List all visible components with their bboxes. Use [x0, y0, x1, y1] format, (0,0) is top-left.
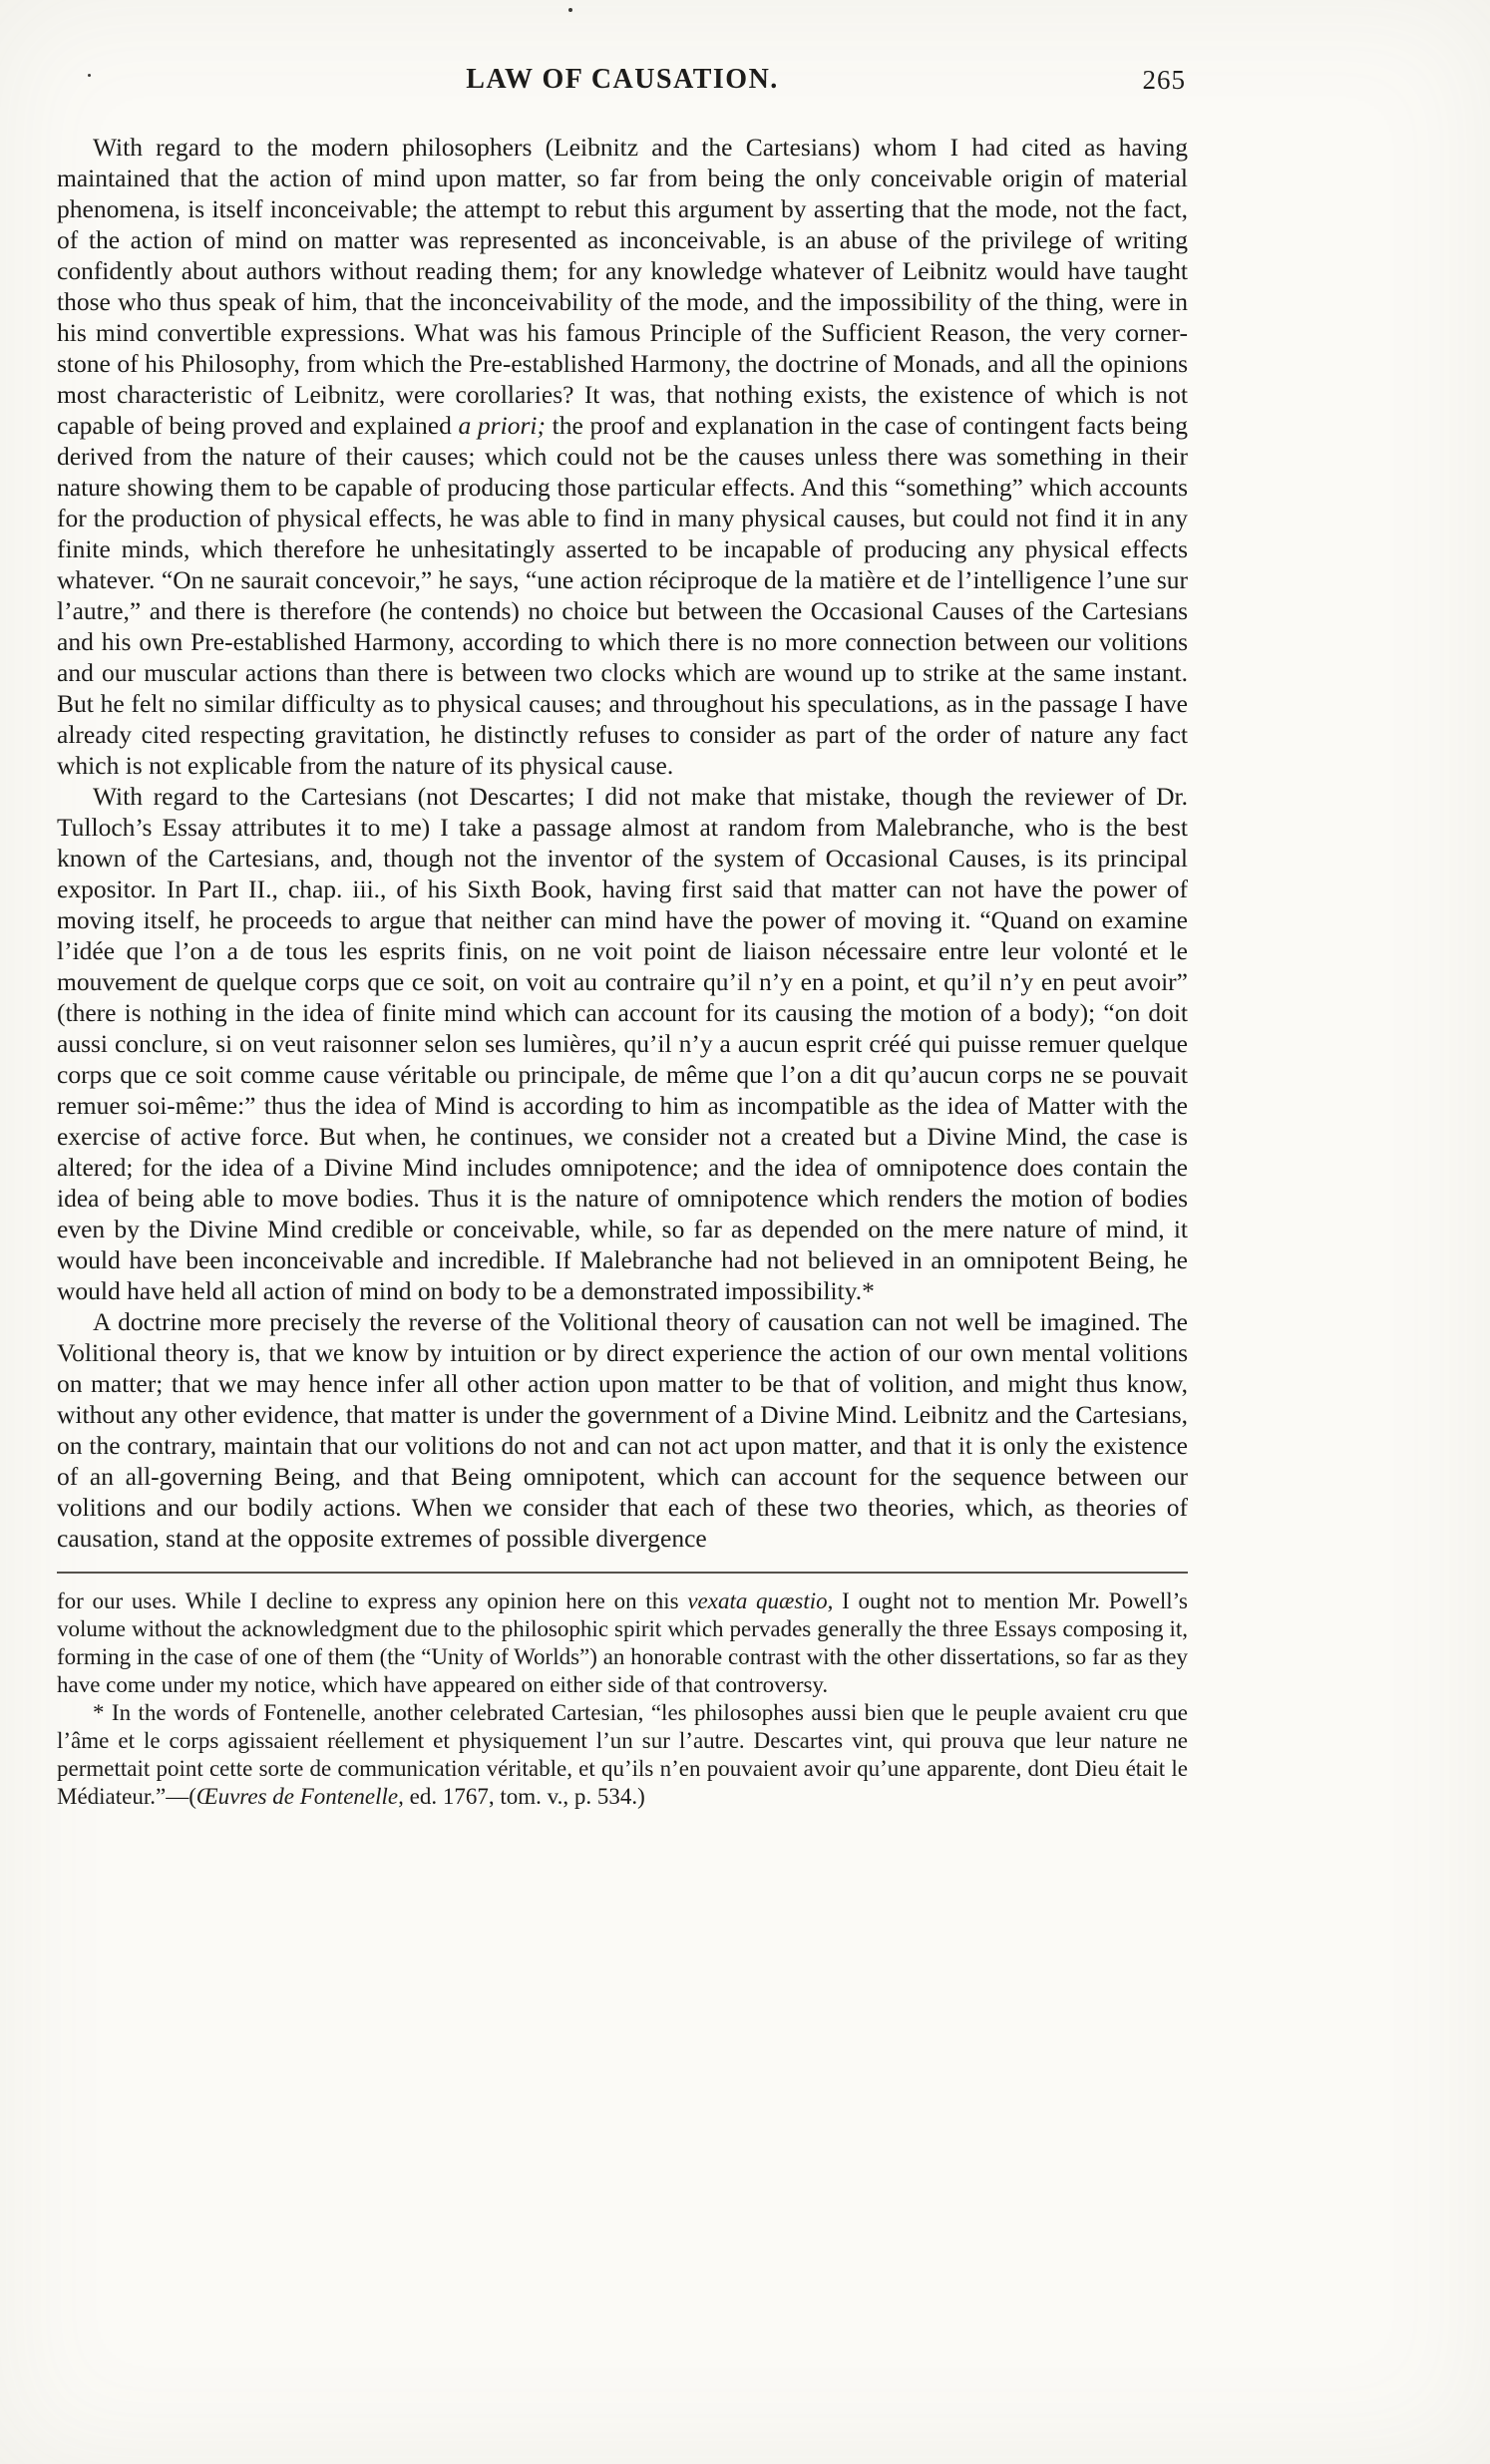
paragraph: [57, 1699, 1188, 1811]
text-run: ed. 1767, tom. v., p. 534.): [403, 1784, 645, 1809]
paragraph: [57, 1587, 1188, 1699]
text-run: * In the words of Fontenelle, another celebrated Cartesian, “les philosophes aussi bien que le peuple avaient cru que l’âme et le corps agissaient réellement et physiquement l’un sur l’autre. Descartes vint, qui prouva que leur nature ne permettait point cette sorte de communication véritable, et qu’ils n’en pouvaient avoir qu’une apparente, dont Dieu était le Médiateur.”—(: [57, 1700, 1188, 1809]
footnotes: [57, 1587, 1188, 1811]
text-run: With regard to the Cartesians (not Descartes; I did not make that mistake, though the reviewer of Dr. Tulloch’s Essay attributes it to me) I take a passage almost at random from Malebranche, who is the best known of the Cartesians, and, though not the inventor of the system of Occasional Causes, is its principal expositor. In Part II., chap. iii., of his Sixth Book, having first said that matter can not have the power of moving itself, he proceeds to argue that neither can mind have the power of moving it. “Quand on examine l’idée que l’on a de tous les esprits finis, on ne voit point de liaison nécessaire entre leur volonté et le mouvement de quelque corps que ce soit, on voit au contraire qu’il n’y en a point, et qu’il n’y en peut avoir” (there is nothing in the idea of finite mind which can account for its causing the motion of a body); “on doit aussi conclure, si on veut raisonner selon ses lumières, qu’il n’y a aucun esprit créé qui puisse remuer quelque corps que ce soit comme cause véritable ou principale, de même que l’on a dit qu’aucun corps ne se pouvait remuer soi-même:” thus the idea of Mind is according to him as incompatible as the idea of Matter with the exercise of active force. But when, he continues, we consider not a created but a Divine Mind, the case is altered; for the idea of a Divine Mind includes omnipotence; and the idea of omnipotence does contain the idea of being able to move bodies. Thus it is the nature of omnipotence which renders the motion of bodies even by the Divine Mind credible or conceivable, while, so far as depended on the mere nature of mind, it would have been inconceivable and incredible. If Malebranche had not believed in an omnipotent Being, he would have held all action of mind on body to be a demonstrated impossibility.*: [57, 782, 1188, 1305]
footnote-separator-rule: [57, 1572, 1188, 1574]
text-run: for our uses. While I decline to express any opinion here on this: [57, 1588, 688, 1613]
text-block: [57, 64, 1188, 1811]
text-run: I ought not to mention Mr. Powell’s volume without the acknowledgment due to the philosophic spirit which pervades generally the three Essays composing it, forming in the case of one of them (the “Unity of Worlds”) an honorable contrast with the other dissertations, so far as they have come under my notice, which have appeared on either side of that controversy.: [57, 1588, 1189, 1697]
paragraph: [57, 1306, 1188, 1554]
running-title: LAW OF CAUSATION.: [466, 64, 779, 95]
page-header: [57, 64, 1188, 106]
paragraph: [57, 781, 1188, 1306]
main-text: [57, 132, 1188, 1554]
italic-text-run: a priori;: [458, 411, 546, 440]
italic-text-run: Œuvres de Fontenelle,: [195, 1784, 404, 1809]
italic-text-run: vexata quæstio,: [687, 1588, 834, 1613]
page-number: 265: [1142, 65, 1186, 95]
paragraph: [57, 132, 1188, 781]
text-run: With regard to the modern philosophers (Leibnitz and the Cartesians) whom I had cited as having maintained that the action of mind upon matter, so far from being the only conceivable origin of material phenomena, is itself inconceivable; the attempt to rebut this argument by asserting that the mode, not the fact, of the action of mind on matter was represented as inconceivable, is an abuse of the privilege of writing confidently about authors without reading them; for any knowledge whatever of Leibnitz would have taught those who thus speak of him, that the inconceivability of the mode, and the impossibility of the thing, were in his mind convertible expressions. What was his famous Principle of the Sufficient Reason, the very corner-stone of his Philosophy, from which the Pre-established Harmony, the doctrine of Monads, and all the opinions most characteristic of Leibnitz, were corollaries? It was, that nothing exists, the existence of which is not capable of being proved and explained: [57, 133, 1188, 440]
text-run: the proof and explanation in the case of contingent facts being derived from the nature of their causes; which could not be the causes unless there was something in their nature showing them to be capable of producing those particular effects. And this “something” which accounts for the production of physical effects, he was able to find in many physical causes, but could not find it in any finite minds, which therefore he unhesitatingly asserted to be incapable of producing any physical effects whatever. “On ne saurait concevoir,” he says, “une action réciproque de la matière et de l’intelligence l’une sur l’autre,” and there is therefore (he contends) no choice but between the Occasional Causes of the Cartesians and his own Pre-established Harmony, according to which there is no more connection between our volitions and our muscular actions than there is between two clocks which are wound up to strike at the same instant. But he felt no similar difficulty as to physical causes; and throughout his speculations, as in the passage I have already cited respecting gravitation, he distinctly refuses to consider as part of the order of nature any fact which is not explicable from the nature of its physical cause.: [57, 411, 1188, 780]
text-run: A doctrine more precisely the reverse of the Volitional theory of causation can not well be imagined. The Volitional theory is, that we know by intuition or by direct experience the action of our own mental volitions on matter; that we may hence infer all other action upon matter to be that of volition, and might thus know, without any other evidence, that matter is under the government of a Divine Mind. Leibnitz and the Cartesians, on the contrary, maintain that our volitions do not and can not act upon matter, and that it is only the existence of an all-governing Being, and that Being omnipotent, which can account for the sequence between our volitions and our bodily actions. When we consider that each of these two theories, which, as theories of causation, stand at the opposite extremes of possible divergence: [57, 1307, 1188, 1553]
scan-speck: [568, 8, 572, 12]
